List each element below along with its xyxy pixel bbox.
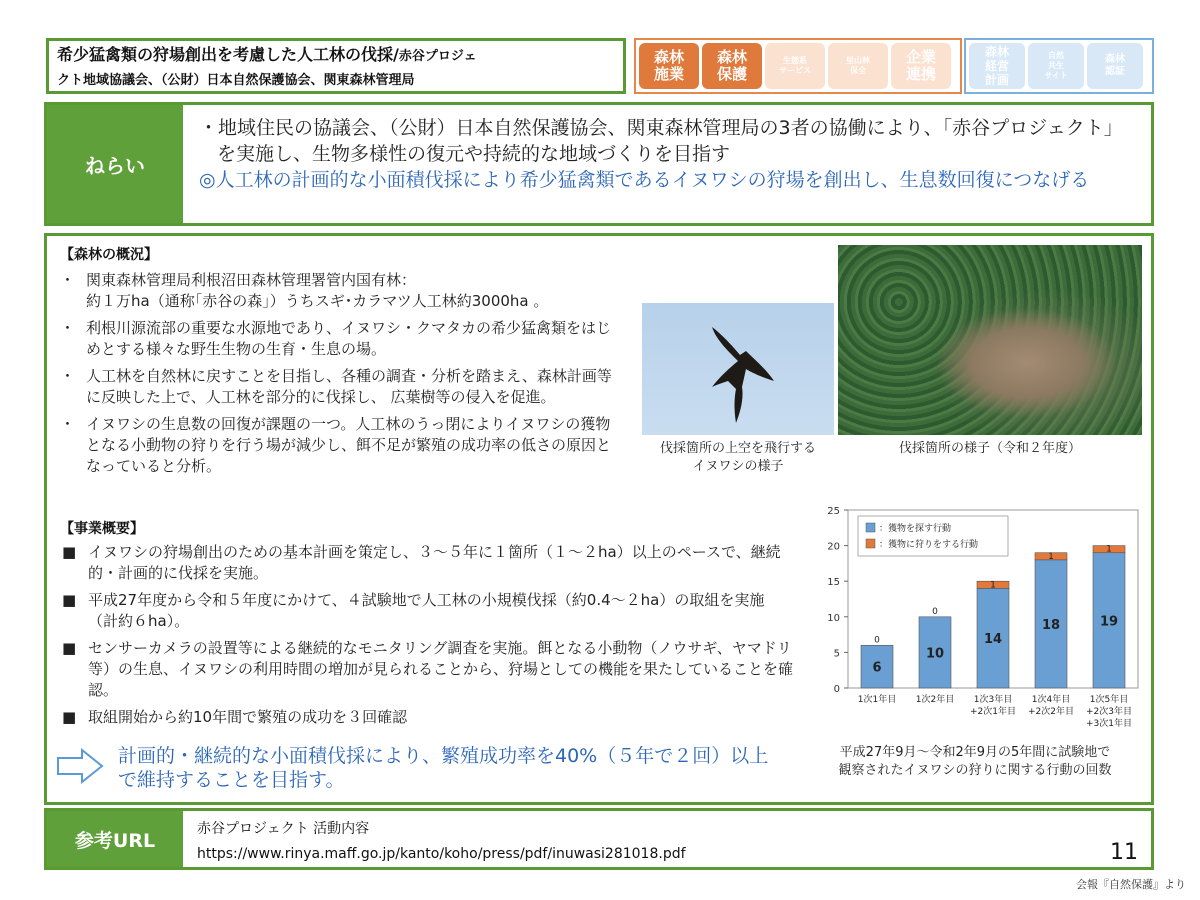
x-tick-label: 1次1年目 [857, 695, 897, 705]
legend-label: ：獲物を探す行動 [879, 524, 952, 534]
forest-overview-item: ・ 人工林を自然林に戻すことを目指し、各種の調査・分析を踏まえ、森林計画等に反映した上で、人工林を部分的に伐採し、 広葉樹等の侵入を促進。 [60, 367, 612, 406]
x-tick-label: 1次5年目 [1089, 695, 1129, 705]
category-orange-4: 企業 連携 [891, 43, 951, 89]
aim-section [44, 102, 1154, 226]
category-blue-0: 森林 経営 計画 [969, 43, 1025, 89]
legend-swatch [866, 523, 875, 532]
category-group-orange [634, 38, 962, 94]
forest-photo [838, 245, 1142, 435]
bullet-square: ■ [62, 591, 77, 609]
aim-line-1: ・地域住民の協議会、（公財）日本自然保護協会、関東森林管理局の3者の協働により、「赤谷プロジェクト」を実施し、生物多様性の復元や持続的な地域づくりを目指す [199, 117, 1123, 165]
forest-overview-item: ・ 利根川源流部の重要な水源地であり、イヌワシ・クマタカの希少猛禽類をはじめとする様々な野生生物の生育・生息の場。 [60, 319, 612, 358]
data-label-hunt: 1 [990, 580, 996, 591]
arrow-right-icon [56, 748, 104, 784]
data-label-hunt: 1 [1106, 544, 1112, 555]
forest-overview-item: ・ 関東森林管理局利根沼田森林管理署管内国有林： 約１万ha（通称｢赤谷の森｣）うちスギ･カラマツ人工林約3000ha 。 [60, 271, 549, 310]
bullet-dot: ・ [60, 271, 76, 289]
y-tick-label: 20 [827, 541, 840, 553]
behavior-chart [818, 500, 1148, 736]
business-item: ■ イヌワシの狩場創出のための基本計画を策定し、３～５年に１箇所（１～２ha）以上のペースで、継続的・計画的に伐採を実施。 [62, 543, 781, 582]
x-tick-label: 1次4年目 [1031, 695, 1071, 705]
reference-section [44, 808, 1154, 870]
reference-url-link[interactable]: https://www.rinya.maff.go.jp/kanto/koho/press/pdf/inuwasi281018.pdf [197, 846, 686, 862]
aim-text [183, 105, 1151, 223]
data-label-search: 6 [872, 660, 882, 676]
x-tick-label: 1次3年目 [973, 695, 1013, 705]
x-tick-label: +2次2年目 [1028, 707, 1074, 717]
eagle-photo [642, 303, 834, 435]
data-label-hunt: 0 [874, 635, 880, 646]
reference-title: 赤谷プロジェクト 活動内容 [197, 821, 370, 837]
business-item: ■ 取組開始から約10年間で繁殖の成功を３回確認 [62, 708, 408, 726]
y-tick-label: 25 [827, 506, 840, 517]
forest-overview-item: ・ イヌワシの生息数の回復が課題の一つ。人工林のうっ閉によりイヌワシの獲物となる小動物の狩りを行う場が減少し、餌不足が繁殖の成功率の低さの原因となっていると分析。 [60, 415, 612, 475]
category-orange-0: 森林 施業 [639, 43, 699, 89]
business-list [62, 542, 794, 734]
aim-label: ねらい [47, 105, 183, 223]
y-tick-label: 10 [827, 612, 840, 624]
bullet-square: ■ [62, 543, 77, 561]
forest-overview-list [60, 270, 620, 483]
chart-legend [858, 516, 1008, 556]
reference-text [183, 811, 1151, 867]
x-tick-label: +2次3年目 [1086, 707, 1132, 717]
y-tick-label: 5 [833, 648, 840, 660]
chart-caption: 平成27年9月～令和2年9月の5年間に試験地で 観察されたイヌワシの狩りに関する行動の回数 [838, 745, 1112, 778]
y-tick-label: 0 [833, 684, 840, 695]
title-sub: 赤谷プロジェ [398, 49, 477, 64]
data-label-hunt: 1 [1048, 551, 1054, 562]
aim-line-2: ◎人工林の計画的な小面積伐採により希少猛禽類であるイヌワシの狩場を創出し、生息数回復につなげる [199, 169, 1090, 191]
category-orange-1: 森林 保護 [702, 43, 762, 89]
page-number: 11 [1110, 840, 1138, 865]
category-blue-1: 自然 共生 サイト [1028, 43, 1084, 89]
data-label-hunt: 0 [932, 606, 938, 617]
y-tick-label: 15 [827, 577, 840, 589]
data-label-search: 14 [983, 632, 1003, 648]
reference-label: 参考URL [47, 811, 183, 867]
legend-label: ：獲物に狩りをする行動 [879, 540, 979, 550]
title-main: 希少猛禽類の狩場創出を考慮した人工林の伐採/ [57, 45, 399, 64]
page-title [46, 38, 626, 94]
x-tick-label: +3次1年目 [1086, 719, 1132, 729]
eagle-photo-caption: 伐採箇所の上空を飛行する イヌワシの様子 [659, 441, 816, 474]
business-heading: 【事業概要】 [60, 521, 144, 537]
bullet-dot: ・ [60, 415, 76, 433]
forest-overview-heading: 【森林の概況】 [60, 247, 158, 263]
bullet-square: ■ [62, 708, 77, 726]
bullet-dot: ・ [60, 319, 76, 337]
data-label-search: 19 [1099, 614, 1119, 630]
category-group-blue [964, 38, 1154, 94]
business-item: ■ 平成27年度から令和５年度にかけて、４試験地で人工林の小規模伐採（約0.4～２ha）の取組を実施（計約６ha）。 [62, 591, 765, 630]
category-blue-2: 森林 認証 [1087, 43, 1143, 89]
eagle-silhouette-icon [642, 303, 834, 435]
source-credit: 会報『自然保護』より [1076, 878, 1186, 891]
category-orange-2: 生態系 サービス [765, 43, 825, 89]
title-line2: クト地域協議会、（公財）日本自然保護協会、関東森林管理局 [57, 73, 415, 88]
data-label-search: 18 [1041, 617, 1061, 633]
x-tick-label: 1次2年目 [915, 695, 955, 705]
bullet-square: ■ [62, 639, 77, 657]
legend-swatch [866, 539, 875, 548]
category-orange-3: 里山林 保全 [828, 43, 888, 89]
data-label-search: 10 [925, 646, 945, 662]
bullet-dot: ・ [60, 367, 76, 385]
x-tick-label: +2次1年目 [970, 707, 1016, 717]
business-item: ■ センサーカメラの設置等による継続的なモニタリング調査を実施。餌となる小動物（ノウサギ、ヤマドリ等）の生息、イヌワシの利用時間の増加が見られることから、狩場としての機能を果たしていることを確認。 [62, 639, 794, 699]
goal-text: 計画的・継続的な小面積伐採により、繁殖成功率を40%（５年で２回）以上で維持することを目指す。 [118, 745, 769, 791]
forest-photo-caption: 伐採箇所の様子（令和２年度） [898, 441, 1081, 456]
